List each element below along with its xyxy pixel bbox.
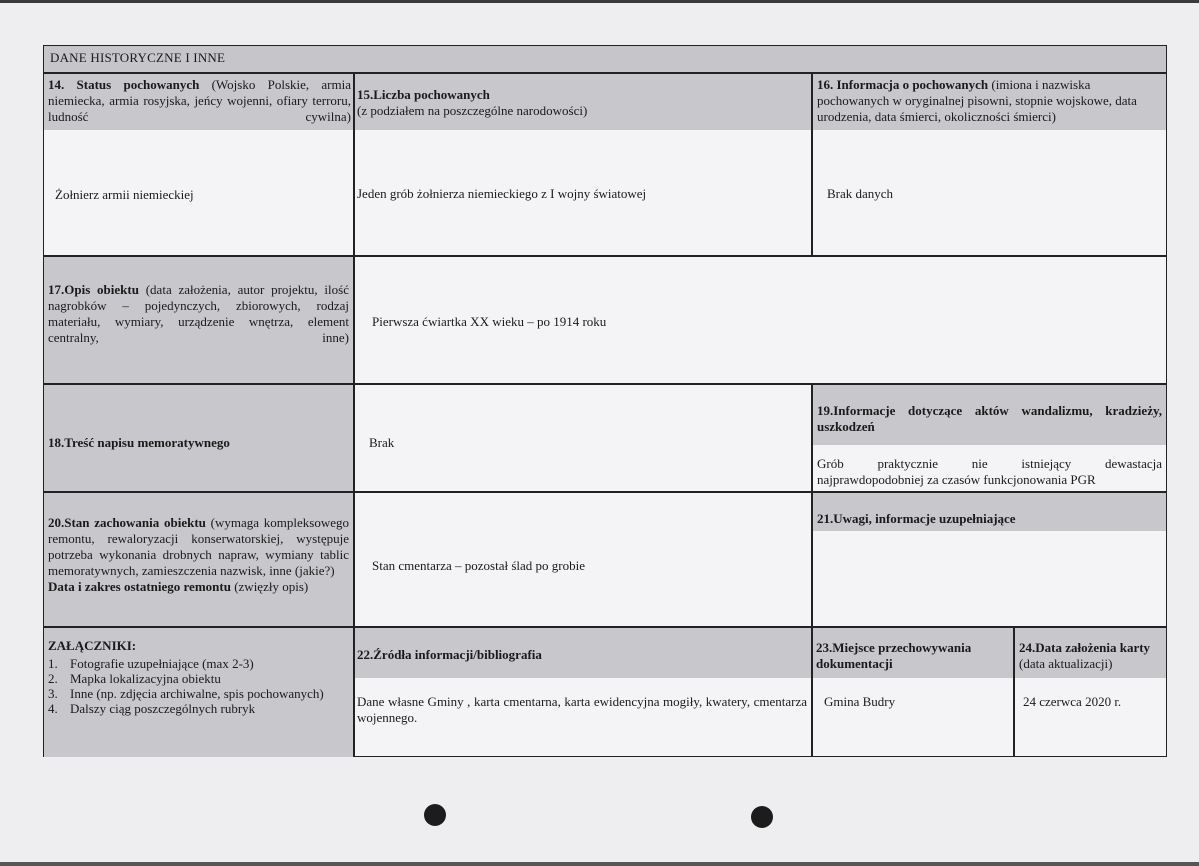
attachment-number: 2. (48, 671, 58, 686)
attachment-item (48, 701, 349, 716)
divider (353, 627, 355, 757)
section-header: DANE HISTORYCZNE I INNE (44, 46, 1166, 72)
divider (1013, 627, 1015, 757)
field-23-value: Gmina Budry (824, 694, 896, 709)
field-20-title-2: Data i zakres ostatniego remontu (48, 579, 231, 594)
field-19-title: 19.Informacje dotyczące aktów wandalizmu, kradzieży, uszkodzeń (817, 403, 1162, 434)
divider (353, 256, 355, 384)
attachment-number: 1. (48, 656, 58, 671)
divider (811, 72, 813, 256)
attachment-item (48, 671, 349, 686)
field-24-value: 24 czerwca 2020 r. (1023, 694, 1122, 709)
field-14-title: 14. Status pochowanych (48, 77, 200, 92)
field-20-description: (wymaga kompleksowego remontu, rewaloryzacji konserwatorskiej, występuje potrzeba wykonania drobnych napraw, wymiany tablic memoratywnych, zamieszczenia nazwisk, inne (jakie?) (48, 515, 349, 578)
binder-hole (751, 806, 773, 828)
field-15-label (357, 87, 807, 119)
attachments-title: ZAŁĄCZNIKI: (48, 638, 137, 653)
field-15-description: (z podziałem na poszczególne narodowości) (357, 103, 588, 118)
field-17-description: (data założenia, autor projektu, ilość nagrobków – pojedynczych, zbiorowych, rodzaj materiału, wymiary, urządzenie wnętrza, element centralny, inne) (48, 282, 349, 345)
divider (811, 627, 813, 757)
field-20-label (48, 515, 349, 595)
field-22-value: Dane własne Gminy , karta cmentarna, karta ewidencyjna mogiły, kwatery, cmentarza wojennego. (357, 694, 807, 725)
attachment-text: Dalszy ciąg poszczególnych rubryk (70, 701, 256, 716)
field-14-label (48, 77, 351, 125)
field-20-value: Stan cmentarza – pozostał ślad po grobie (372, 558, 585, 573)
field-24-label (1019, 640, 1164, 672)
scan-bottom-edge (0, 862, 1199, 866)
field-24-title: 24.Data założenia karty (1019, 640, 1151, 655)
field-22-title: 22.Źródła informacji/bibliografia (357, 647, 542, 662)
field-15-title: 15.Liczba pochowanych (357, 87, 490, 102)
divider (353, 384, 355, 492)
attachments-list (48, 638, 349, 716)
field-20-description-2: (zwięzły opis) (230, 579, 309, 594)
field-19-value-line2: najprawdopodobniej za czasów funkcjonowania PGR (817, 472, 1096, 487)
field-16-label (817, 77, 1162, 125)
field-19-value-line1: Grób praktycznie nie istniejący dewastacja (817, 456, 1162, 471)
field-18-value: Brak (369, 435, 395, 450)
attachment-number: 3. (48, 686, 58, 701)
attachment-item (48, 686, 349, 701)
attachment-text: Inne (np. zdjęcia archiwalne, spis pochowanych) (70, 686, 324, 701)
attachment-item (48, 656, 349, 671)
field-24-description: (data aktualizacji) (1019, 656, 1113, 671)
binder-hole (424, 804, 446, 826)
divider (811, 384, 813, 492)
divider (353, 492, 355, 627)
field-23-title: 23.Miejsce przechowywania dokumentacji (816, 640, 972, 671)
divider (811, 492, 813, 627)
field-15-value: Jeden grób żołnierza niemieckiego z I wojny światowej (357, 186, 647, 201)
field-20-title: 20.Stan zachowania obiektu (48, 515, 206, 530)
field-17-value: Pierwsza ćwiartka XX wieku – po 1914 roku (372, 314, 607, 329)
field-14-value: Żołnierz armii niemieckiej (55, 187, 194, 202)
field-21-title: 21.Uwagi, informacje uzupełniające (817, 511, 1016, 526)
field-17-title: 17.Opis obiektu (48, 282, 139, 297)
attachment-text: Mapka lokalizacyjna obiektu (70, 671, 221, 686)
field-14-description: (Wojsko Polskie, armia niemiecka, armia rosyjska, jeńcy wojenni, ofiary terroru, ludność cywilna) (48, 77, 351, 124)
field-18-title: 18.Treść napisu memoratywnego (48, 435, 230, 450)
attachment-number: 4. (48, 701, 58, 716)
field-17-label (48, 282, 349, 346)
attachments-items (48, 656, 349, 716)
field-16-description: (imiona i nazwiska pochowanych w oryginalnej pisowni, stopnie wojskowe, data urodzenia, data śmierci, okoliczności śmierci) (817, 77, 1137, 124)
historical-data-form (43, 45, 1167, 757)
field-16-title: 16. Informacja o pochowanych (817, 77, 989, 92)
attachment-text: Fotografie uzupełniające (max 2-3) (70, 656, 254, 671)
scan-top-edge (0, 0, 1199, 3)
divider (353, 72, 355, 256)
field-16-value: Brak danych (827, 186, 894, 201)
